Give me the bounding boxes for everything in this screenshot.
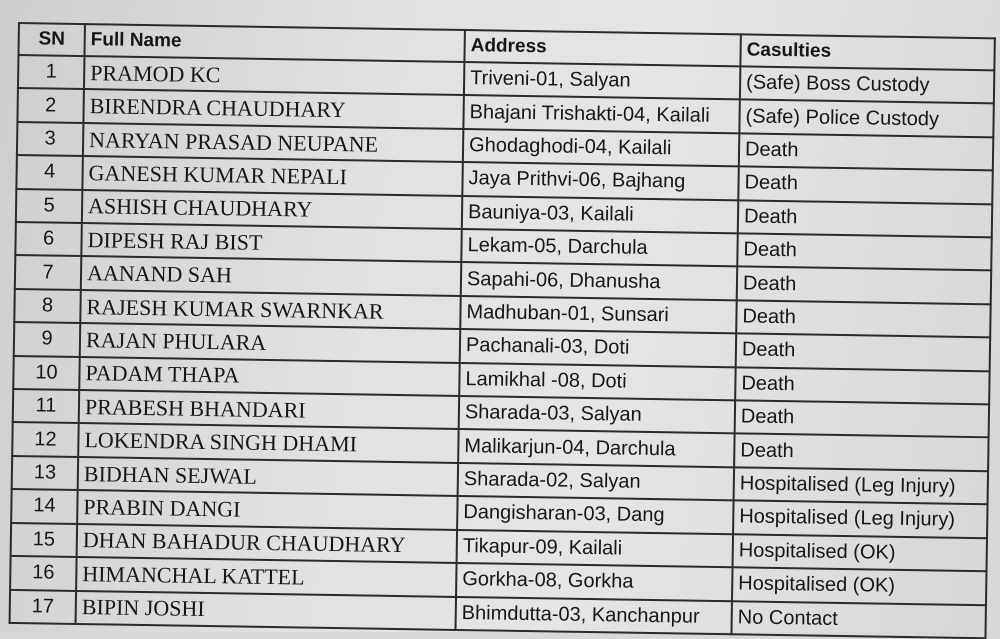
cell-address: Sapahi-06, Dhanusha	[461, 262, 737, 300]
cell-full-name: BIPIN JOSHI	[76, 590, 456, 629]
cell-sn: 14	[11, 489, 78, 523]
cell-sn: 15	[11, 523, 78, 557]
cell-full-name: RAJAN PHULARA	[80, 323, 460, 362]
cell-casualties: Hospitalised (Leg Injury)	[734, 467, 988, 504]
cell-sn: 5	[16, 189, 83, 223]
cell-address: Lekam-05, Darchula	[461, 229, 737, 267]
cell-casualties: Death	[739, 133, 993, 170]
cell-casualties: (Safe) Police Custody	[739, 100, 993, 137]
cell-casualties: Hospitalised (OK)	[732, 567, 986, 604]
cell-sn: 6	[15, 222, 82, 256]
cell-sn: 13	[12, 456, 79, 490]
cell-address: Ghodaghodi-04, Kailali	[463, 129, 739, 167]
cell-full-name: PRAMOD KC	[84, 56, 464, 95]
cell-full-name: DHAN BAHADUR CHAUDHARY	[77, 524, 457, 563]
cell-sn: 12	[12, 422, 79, 456]
cell-casualties: Death	[738, 200, 992, 237]
header-sn: SN	[18, 23, 84, 56]
cell-address: Bhajani Trishakti-04, Kailali	[463, 95, 739, 133]
header-address: Address	[464, 30, 740, 66]
cell-full-name: HIMANCHAL KATTEL	[76, 557, 456, 596]
table-body	[10, 55, 995, 638]
cell-full-name: PRABIN DANGI	[77, 490, 457, 529]
cell-casualties: (Safe) Boss Custody	[740, 66, 994, 103]
cell-address: Lamikhal -08, Doti	[459, 363, 735, 401]
cell-sn: 4	[16, 155, 83, 189]
cell-full-name: GANESH KUMAR NEPALI	[82, 156, 462, 195]
cell-casualties: Hospitalised (Leg Injury)	[733, 501, 987, 538]
cell-sn: 9	[14, 322, 81, 356]
cell-casualties: Hospitalised (OK)	[733, 534, 987, 571]
cell-casualties: Death	[738, 167, 992, 204]
cell-casualties: Death	[737, 267, 991, 304]
cell-sn: 8	[14, 289, 81, 323]
cell-address: Triveni-01, Salyan	[464, 62, 740, 100]
cell-address: Sharada-03, Salyan	[459, 396, 735, 434]
cell-address: Malikarjun-04, Darchula	[458, 429, 734, 467]
cell-full-name: NARYAN PRASAD NEUPANE	[83, 123, 463, 162]
cell-sn: 2	[17, 88, 84, 122]
cell-casualties: Death	[735, 367, 989, 404]
cell-address: Gorkha-08, Gorkha	[456, 563, 732, 601]
header-casualties: Casulties	[740, 34, 994, 70]
cell-full-name: ASHISH CHAUDHARY	[82, 190, 462, 229]
casualty-table	[9, 22, 996, 639]
cell-full-name: DIPESH RAJ BIST	[81, 223, 461, 262]
cell-address: Sharada-02, Salyan	[458, 463, 734, 501]
cell-casualties: No Contact	[731, 601, 985, 638]
cell-sn: 17	[10, 589, 77, 624]
cell-full-name: BIRENDRA CHAUDHARY	[83, 89, 463, 128]
cell-sn: 3	[17, 122, 84, 156]
cell-full-name: AANAND SAH	[81, 256, 461, 295]
cell-casualties: Death	[737, 233, 991, 270]
cell-sn: 10	[13, 356, 80, 390]
cell-address: Pachanali-03, Doti	[460, 329, 736, 367]
cell-address: Jaya Prithvi-06, Bajhang	[462, 162, 738, 200]
cell-address: Tikapur-09, Kailali	[457, 530, 733, 568]
header-full-name: Full Name	[84, 24, 464, 62]
cell-full-name: PADAM THAPA	[79, 357, 459, 396]
cell-full-name: LOKENDRA SINGH DHAMI	[78, 423, 458, 462]
cell-sn: 1	[18, 55, 85, 89]
cell-full-name: BIDHAN SEJWAL	[78, 457, 458, 496]
cell-address: Madhuban-01, Sunsari	[460, 296, 736, 334]
cell-sn: 16	[10, 556, 77, 590]
cell-full-name: PRABESH BHANDARI	[79, 390, 459, 429]
cell-casualties: Death	[736, 300, 990, 337]
cell-casualties: Death	[734, 434, 988, 471]
cell-address: Bauniya-03, Kailali	[462, 196, 738, 234]
cell-sn: 7	[15, 255, 82, 289]
cell-casualties: Death	[736, 334, 990, 371]
cell-full-name: RAJESH KUMAR SWARNKAR	[80, 290, 460, 329]
cell-address: Bhimdutta-03, Kanchanpur	[456, 596, 732, 634]
cell-sn: 11	[13, 389, 80, 423]
cell-address: Dangisharan-03, Dang	[457, 496, 733, 534]
cell-casualties: Death	[735, 400, 989, 437]
